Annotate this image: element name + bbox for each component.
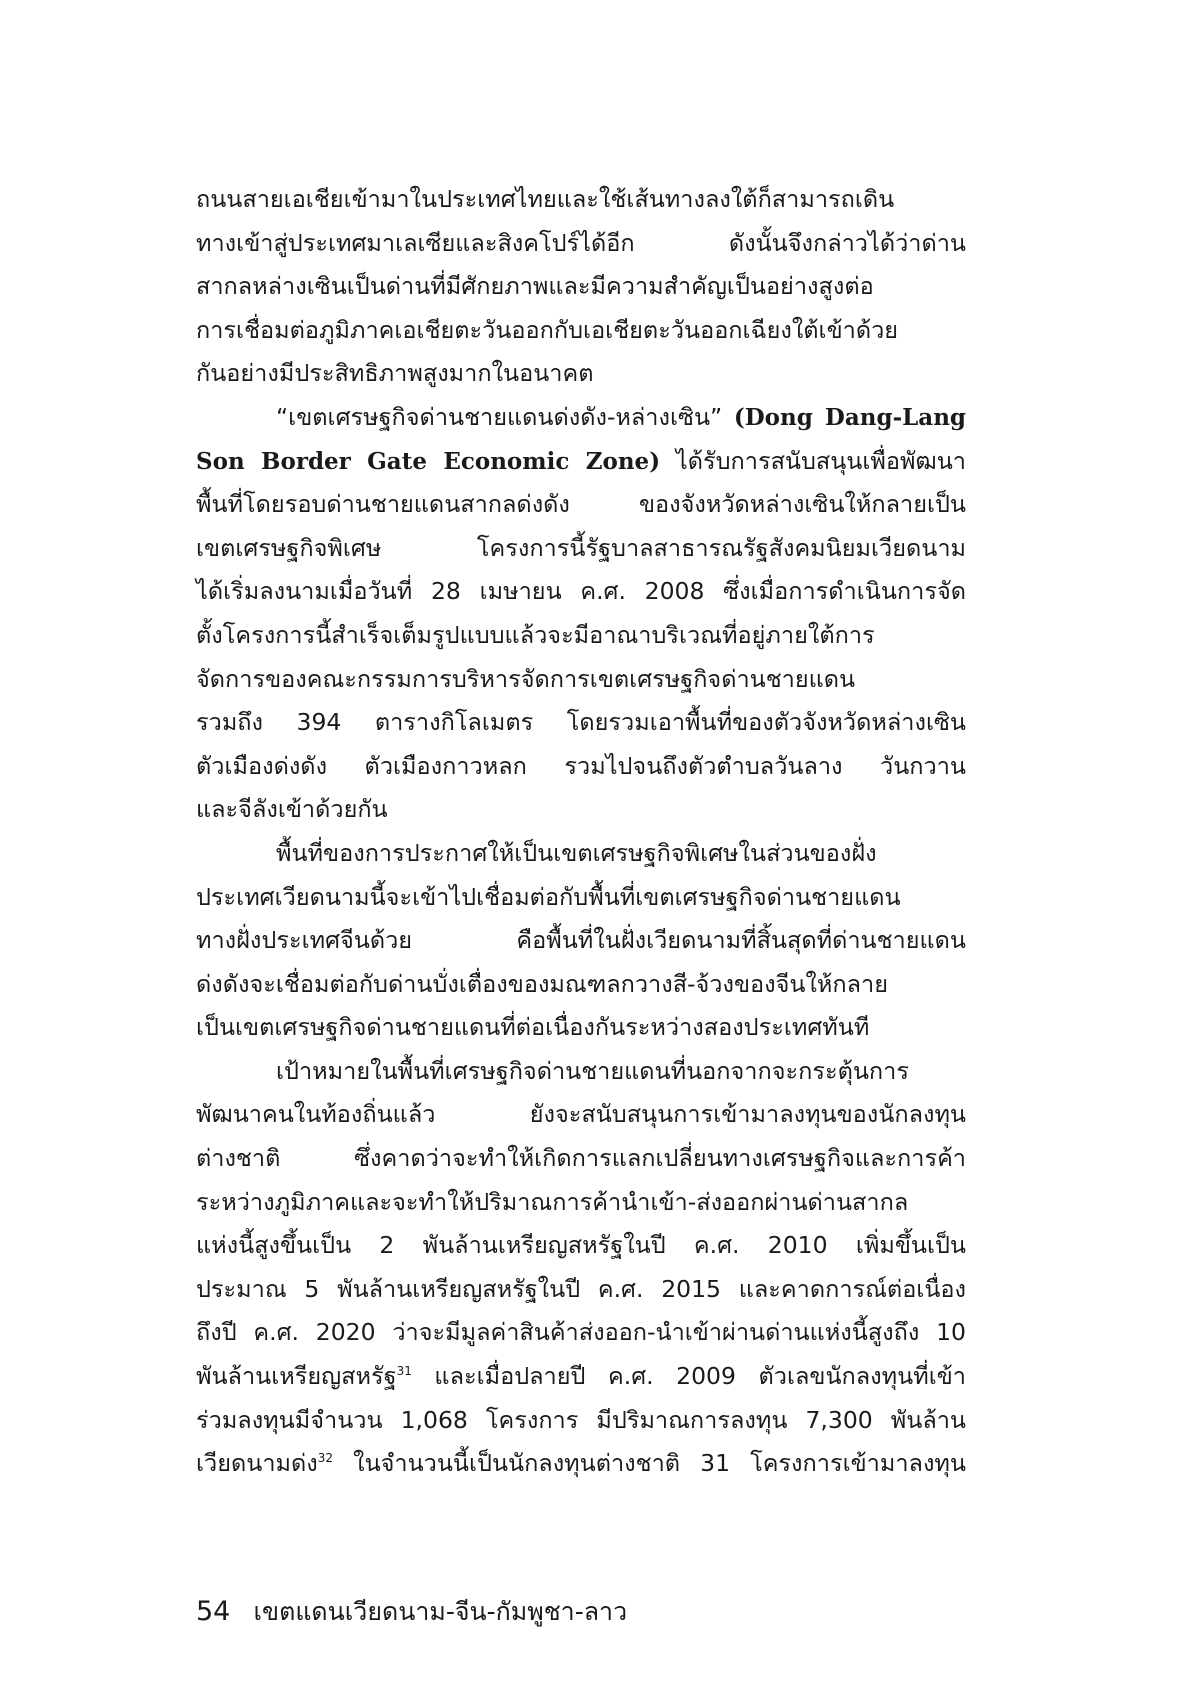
text-line: ต่างชาติ ซึ่งคาดว่าจะทำให้เกิดการแลกเปลี่ยนทางเศรษฐกิจและการค้า	[196, 1144, 966, 1173]
footnote-ref: 32	[317, 1451, 334, 1466]
text-line: พื้นที่โดยรอบด่านชายแดนสากลด่งดัง ของจังหวัดหล่างเซินให้กลายเป็น	[196, 490, 966, 519]
footnote-ref: 31	[396, 1364, 412, 1379]
text-line: ร่วมลงทุนมีจำนวน 1,068 โครงการ มีปริมาณการลงทุน 7,300 พันล้าน	[196, 1405, 966, 1434]
text-line: ถึงปี ค.ศ. 2020 ว่าจะมีมูลค่าสินค้าส่งออก-นำเข้าผ่านด่านแห่งนี้สูงถึง 10	[196, 1318, 966, 1347]
text-line: ประมาณ 5 พันล้านเหรียญสหรัฐในปี ค.ศ. 2015 และคาดการณ์ต่อเนื่อง	[196, 1274, 966, 1303]
text-line: ถนนสายเอเชียเข้ามาในประเทศไทยและใช้เส้นทางลงใต้ก็สามารถเดิน	[196, 185, 895, 213]
text-line: เขตเศรษฐกิจพิเศษ โครงการนี้รัฐบาลสาธารณรัฐสังคมนิยมเวียดนาม	[196, 533, 966, 562]
paragraph-start-line: “เขตเศรษฐกิจด่านชายแดนด่งดัง-หล่างเซิน” (Dong Dang-Lang	[276, 402, 967, 431]
text-line: ตัวเมืองด่งดัง ตัวเมืองกาวหลก รวมไปจนถึงตัวตำบลวันลาง วันกวาน	[196, 751, 966, 780]
body-text	[196, 178, 966, 1486]
page-footer	[196, 1592, 627, 1632]
text-line: สากลหล่างเซินเป็นด่านที่มีศักยภาพและมีความสำคัญเป็นอย่างสูงต่อ	[196, 272, 874, 301]
text-line: ได้เริ่มลงนามเมื่อวันที่ 28 เมษายน ค.ศ. 2008 ซึ่งเมื่อการดำเนินการจัด	[196, 577, 966, 606]
paragraph-start-line: พื้นที่ของการประกาศให้เป็นเขตเศรษฐกิจพิเศษในส่วนของฝั่ง	[276, 838, 877, 867]
text-line: พันล้านเหรียญสหรัฐ$^{31}$ และเมื่อปลายปี ค.ศ. 2009 ตัวเลขนักลงทุนที่เข้า	[196, 1362, 966, 1391]
text-line: จัดการของคณะกรรมการบริหารจัดการเขตเศรษฐกิจด่านชายแดน	[196, 664, 856, 693]
text-line: การเชื่อมต่อภูมิภาคเอเชียตะวันออกกับเอเชียตะวันออกเฉียงใต้เข้าด้วย	[196, 315, 899, 344]
text-line: แห่งนี้สูงขึ้นเป็น 2 พันล้านเหรียญสหรัฐในปี ค.ศ. 2010 เพิ่มขึ้นเป็น	[196, 1231, 966, 1260]
page-number: 54	[196, 1596, 231, 1627]
text-line: ทางฝั่งประเทศจีนด้วย คือพื้นที่ในฝั่งเวียดนามที่สิ้นสุดที่ด่านชายแดน	[196, 926, 966, 955]
text-line: เวียดนามด่ง$^{32}$ ในจำนวนนี้เป็นนักลงทุนต่างชาติ 31 โครงการเข้ามาลงทุน	[196, 1449, 966, 1478]
english-term: (Dong Dang-Lang	[733, 403, 967, 431]
text-line: พัฒนาคนในท้องถิ่นแล้ว ยังจะสนับสนุนการเข้ามาลงทุนของนักลงทุน	[196, 1100, 966, 1129]
text-line: รวมถึง 394 ตารางกิโลเมตร โดยรวมเอาพื้นที่ของตัวจังหวัดหล่างเซิน	[196, 708, 966, 737]
text-line: และจีลังเข้าด้วยกัน	[196, 795, 388, 824]
text-line: ด่งดังจะเชื่อมต่อกับด่านบั่งเตื่องของมณฑลกวางสี-จ้วงของจีนให้กลาย	[196, 969, 889, 998]
text-line: Son Border Gate Economic Zone) ได้รับการสนับสนุนเพื่อพัฒนา	[196, 446, 966, 475]
text-line: ทางเข้าสู่ประเทศมาเลเซียและสิงคโปร์ได้อีก ดังนั้นจึงกล่าวได้ว่าด่าน	[196, 228, 966, 257]
paragraph-start-line: เป้าหมายในพื้นที่เศรษฐกิจด่านชายแดนที่นอกจากจะกระตุ้นการ	[276, 1056, 909, 1085]
text-line: ประเทศเวียดนามนี้จะเข้าไปเชื่อมต่อกับพื้นที่เขตเศรษฐกิจด่านชายแดน	[196, 882, 901, 911]
running-title: เขตแดนเวียดนาม-จีน-กัมพูชา-ลาว	[253, 1597, 628, 1626]
text-line: ระหว่างภูมิภาคและจะทำให้ปริมาณการค้านำเข้า-ส่งออกผ่านด่านสากล	[196, 1187, 909, 1216]
text-line: กันอย่างมีประสิทธิภาพสูงมากในอนาคต	[196, 359, 594, 388]
text-line: ตั้งโครงการนี้สำเร็จเต็มรูปแบบแล้วจะมีอาณาบริเวณที่อยู่ภายใต้การ	[196, 620, 875, 649]
english-term: Son Border Gate Economic Zone)	[196, 447, 661, 475]
text-line: เป็นเขตเศรษฐกิจด่านชายแดนที่ต่อเนื่องกันระหว่างสองประเทศทันที	[196, 1013, 870, 1042]
